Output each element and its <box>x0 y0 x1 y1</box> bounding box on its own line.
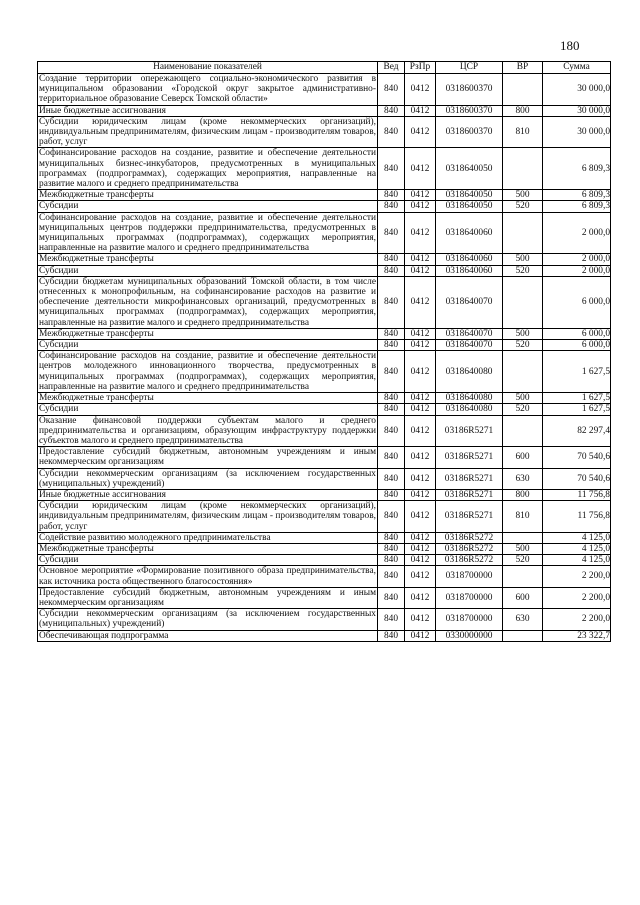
table-row <box>38 74 611 106</box>
row-vr-cell <box>503 532 543 543</box>
row-ved-cell: 840 <box>378 630 405 641</box>
row-ved-cell: 840 <box>378 555 405 566</box>
budget-table <box>37 61 611 642</box>
row-ved-cell: 840 <box>378 587 405 608</box>
row-name-cell: Межбюджетные трансферты <box>38 393 378 404</box>
row-ved-cell: 840 <box>378 566 405 587</box>
row-sum-cell: 6 000,0 <box>543 328 611 339</box>
row-rzpr-cell: 0412 <box>405 447 436 468</box>
row-vr-cell: 500 <box>503 190 543 201</box>
row-sum-cell: 1 627,5 <box>543 404 611 415</box>
row-vr-cell: 810 <box>503 116 543 148</box>
table-row <box>38 415 611 447</box>
row-vr-cell: 520 <box>503 201 543 212</box>
row-vr-cell <box>503 415 543 447</box>
row-csr-cell: 0318640060 <box>436 265 503 276</box>
row-rzpr-cell: 0412 <box>405 351 436 393</box>
row-sum-cell: 1 627,5 <box>543 351 611 393</box>
row-name-cell: Межбюджетные трансферты <box>38 254 378 265</box>
row-rzpr-cell: 0412 <box>405 265 436 276</box>
row-vr-cell <box>503 351 543 393</box>
row-sum-cell: 30 000,0 <box>543 74 611 106</box>
row-rzpr-cell: 0412 <box>405 415 436 447</box>
row-csr-cell: 0318640060 <box>436 254 503 265</box>
table-row <box>38 404 611 415</box>
table-row <box>38 543 611 554</box>
row-name-cell: Иные бюджетные ассигнования <box>38 489 378 500</box>
row-vr-cell: 810 <box>503 501 543 533</box>
row-sum-cell: 30 000,0 <box>543 116 611 148</box>
table-row <box>38 212 611 254</box>
row-vr-cell <box>503 276 543 328</box>
row-rzpr-cell: 0412 <box>405 254 436 265</box>
row-name-cell: Субсидии <box>38 404 378 415</box>
row-ved-cell: 840 <box>378 415 405 447</box>
row-name-cell: Содействие развитию молодежного предпринимательства <box>38 532 378 543</box>
row-vr-cell: 500 <box>503 543 543 554</box>
row-ved-cell: 840 <box>378 105 405 116</box>
row-csr-cell: 03186R5272 <box>436 543 503 554</box>
row-rzpr-cell: 0412 <box>405 489 436 500</box>
row-sum-cell: 6 000,0 <box>543 276 611 328</box>
row-sum-cell: 2 200,0 <box>543 609 611 630</box>
row-name-cell: Иные бюджетные ассигнования <box>38 105 378 116</box>
table-row <box>38 328 611 339</box>
table-row <box>38 609 611 630</box>
row-ved-cell: 840 <box>378 190 405 201</box>
row-sum-cell: 11 756,8 <box>543 501 611 533</box>
row-rzpr-cell: 0412 <box>405 587 436 608</box>
row-csr-cell: 03186R5271 <box>436 489 503 500</box>
row-name-cell: Субсидии некоммерческим организациям (за исключением государственных (муниципальных) учреждений) <box>39 468 376 489</box>
table-row <box>38 201 611 212</box>
row-ved-cell: 840 <box>378 201 405 212</box>
table-row <box>38 351 611 393</box>
row-sum-cell: 23 322,7 <box>543 630 611 641</box>
row-ved-cell: 840 <box>378 468 405 489</box>
row-sum-cell: 82 297,4 <box>543 415 611 447</box>
table-row <box>38 254 611 265</box>
row-rzpr-cell: 0412 <box>405 105 436 116</box>
row-vr-cell <box>503 148 543 190</box>
row-name-cell: Предоставление субсидий бюджетным, автономным учреждениям и иным некоммерческим организациям <box>39 447 376 468</box>
row-sum-cell: 2 000,0 <box>543 212 611 254</box>
row-name-cell: Межбюджетные трансферты <box>38 328 378 339</box>
row-ved-cell: 840 <box>378 74 405 106</box>
row-sum-cell: 70 540,6 <box>543 468 611 489</box>
row-ved-cell: 840 <box>378 532 405 543</box>
header-name: Наименование показателей <box>38 62 378 74</box>
row-rzpr-cell: 0412 <box>405 404 436 415</box>
row-csr-cell: 0318600370 <box>436 116 503 148</box>
row-name-cell: Предоставление субсидий бюджетным, автономным учреждениям и иным некоммерческим организациям <box>39 587 376 608</box>
row-rzpr-cell: 0412 <box>405 328 436 339</box>
row-rzpr-cell: 0412 <box>405 630 436 641</box>
row-csr-cell: 0318640080 <box>436 393 503 404</box>
row-csr-cell: 0318640080 <box>436 404 503 415</box>
row-name-cell: Субсидии <box>38 555 378 566</box>
header-vr: ВР <box>503 62 543 74</box>
row-ved-cell: 840 <box>378 212 405 254</box>
row-csr-cell: 0318600370 <box>436 74 503 106</box>
row-name-cell: Софинансирование расходов на создание, развитие и обеспечение деятельности муниципальных бизнес-инкубаторов, предусмотренных в муниципальных программах (подпрограммах), содержащих мероприятия, направленные на развитие малого и среднего предпринимательства <box>39 148 376 190</box>
table-row <box>38 447 611 468</box>
table-row <box>38 566 611 587</box>
row-sum-cell: 2 000,0 <box>543 265 611 276</box>
row-rzpr-cell: 0412 <box>405 340 436 351</box>
table-row <box>38 393 611 404</box>
row-sum-cell: 2 200,0 <box>543 587 611 608</box>
row-csr-cell: 0318640070 <box>436 328 503 339</box>
table-row <box>38 105 611 116</box>
row-sum-cell: 4 125,0 <box>543 543 611 554</box>
row-vr-cell: 520 <box>503 404 543 415</box>
row-ved-cell: 840 <box>378 447 405 468</box>
row-csr-cell: 03186R5271 <box>436 468 503 489</box>
header-sum: Сумма <box>543 62 611 74</box>
row-sum-cell: 6 809,3 <box>543 148 611 190</box>
page-number: 180 <box>560 38 580 53</box>
row-ved-cell: 840 <box>378 254 405 265</box>
row-vr-cell: 630 <box>503 609 543 630</box>
table-row <box>38 555 611 566</box>
row-rzpr-cell: 0412 <box>405 276 436 328</box>
header-csr: ЦСР <box>436 62 503 74</box>
row-ved-cell: 840 <box>378 501 405 533</box>
row-csr-cell: 0318640080 <box>436 351 503 393</box>
row-csr-cell: 03186R5272 <box>436 532 503 543</box>
row-name-cell: Субсидии <box>38 340 378 351</box>
row-csr-cell: 03186R5271 <box>436 447 503 468</box>
row-csr-cell: 0318640070 <box>436 276 503 328</box>
table-row <box>38 276 611 328</box>
row-rzpr-cell: 0412 <box>405 543 436 554</box>
table-row <box>38 265 611 276</box>
row-csr-cell: 0318600370 <box>436 105 503 116</box>
table-row <box>38 630 611 641</box>
row-csr-cell: 0318640050 <box>436 201 503 212</box>
row-ved-cell: 840 <box>378 543 405 554</box>
row-rzpr-cell: 0412 <box>405 566 436 587</box>
table-row <box>38 532 611 543</box>
row-csr-cell: 03186R5271 <box>436 501 503 533</box>
table-row <box>38 489 611 500</box>
row-rzpr-cell: 0412 <box>405 501 436 533</box>
row-rzpr-cell: 0412 <box>405 190 436 201</box>
row-ved-cell: 840 <box>378 393 405 404</box>
row-csr-cell: 0318700000 <box>436 566 503 587</box>
row-rzpr-cell: 0412 <box>405 468 436 489</box>
row-vr-cell: 520 <box>503 265 543 276</box>
row-vr-cell: 520 <box>503 555 543 566</box>
row-name-cell: Субсидии некоммерческим организациям (за исключением государственных (муниципальных) учреждений) <box>39 609 376 630</box>
row-vr-cell <box>503 212 543 254</box>
row-rzpr-cell: 0412 <box>405 74 436 106</box>
row-sum-cell: 6 809,3 <box>543 190 611 201</box>
row-name-cell: Субсидии <box>38 265 378 276</box>
row-vr-cell: 800 <box>503 489 543 500</box>
row-sum-cell: 6 000,0 <box>543 340 611 351</box>
row-sum-cell: 70 540,6 <box>543 447 611 468</box>
row-ved-cell: 840 <box>378 116 405 148</box>
row-rzpr-cell: 0412 <box>405 148 436 190</box>
row-name-cell: Субсидии <box>38 201 378 212</box>
row-sum-cell: 4 125,0 <box>543 555 611 566</box>
row-name-cell: Основное мероприятие «Формирование позитивного образа предпринимательства, как источника роста общественного благосостояния» <box>39 566 376 587</box>
row-sum-cell: 6 809,3 <box>543 201 611 212</box>
row-ved-cell: 840 <box>378 328 405 339</box>
row-csr-cell: 0318700000 <box>436 609 503 630</box>
row-csr-cell: 0318640070 <box>436 340 503 351</box>
table-row <box>38 190 611 201</box>
row-name-cell: Обеспечивающая подпрограмма <box>38 630 378 641</box>
row-vr-cell: 600 <box>503 587 543 608</box>
row-vr-cell: 520 <box>503 340 543 351</box>
row-vr-cell: 500 <box>503 254 543 265</box>
row-ved-cell: 840 <box>378 148 405 190</box>
row-name-cell: Софинансирование расходов на создание, развитие и обеспечение деятельности муниципальных центров поддержки предпринимательства, предусмотренных в муниципальных программах (подпрограммах), содержащих мероприятия, направленные на развитие малого и среднего предпринимательства <box>39 212 376 254</box>
row-vr-cell: 630 <box>503 468 543 489</box>
row-name-cell: Межбюджетные трансферты <box>38 543 378 554</box>
row-ved-cell: 840 <box>378 404 405 415</box>
header-rzpr: РзПр <box>405 62 436 74</box>
row-sum-cell: 1 627,5 <box>543 393 611 404</box>
header-ved: Вед <box>378 62 405 74</box>
row-rzpr-cell: 0412 <box>405 532 436 543</box>
row-ved-cell: 840 <box>378 265 405 276</box>
table-row <box>38 468 611 489</box>
row-vr-cell: 800 <box>503 105 543 116</box>
row-csr-cell: 03186R5271 <box>436 415 503 447</box>
row-csr-cell: 0318640050 <box>436 148 503 190</box>
row-vr-cell: 600 <box>503 447 543 468</box>
row-sum-cell: 30 000,0 <box>543 105 611 116</box>
row-rzpr-cell: 0412 <box>405 212 436 254</box>
row-ved-cell: 840 <box>378 609 405 630</box>
row-csr-cell: 0318640060 <box>436 212 503 254</box>
row-sum-cell: 2 000,0 <box>543 254 611 265</box>
row-name-cell: Создание территории опережающего социально-экономического развития в муниципальном образовании «Городской округ закрытое административно-территориальное образование Северск Томской области» <box>39 74 376 105</box>
row-vr-cell: 500 <box>503 393 543 404</box>
row-sum-cell: 4 125,0 <box>543 532 611 543</box>
table-header-row <box>38 62 611 74</box>
row-csr-cell: 03186R5272 <box>436 555 503 566</box>
row-name-cell: Субсидии бюджетам муниципальных образований Томской области, в том числе отнесенных к монопрофильным, на софинансирование расходов на развитие и обеспечение деятельности микрофинансовых организаций, предусмотренных в муниципальных программах (подпрограммах), содержащих мероприятия, направленные на развитие малого и среднего предпринимательства <box>39 276 376 328</box>
row-rzpr-cell: 0412 <box>405 393 436 404</box>
row-csr-cell: 0330000000 <box>436 630 503 641</box>
row-ved-cell: 840 <box>378 489 405 500</box>
row-ved-cell: 840 <box>378 276 405 328</box>
row-ved-cell: 840 <box>378 351 405 393</box>
table-body <box>38 74 611 642</box>
row-name-cell: Субсидии юридическим лицам (кроме некоммерческих организаций), индивидуальным предпринимателям, физическим лицам - производителям товаров, работ, услуг <box>39 116 376 148</box>
row-name-cell: Межбюджетные трансферты <box>38 190 378 201</box>
row-sum-cell: 2 200,0 <box>543 566 611 587</box>
row-rzpr-cell: 0412 <box>405 201 436 212</box>
table-row <box>38 587 611 608</box>
row-csr-cell: 0318640050 <box>436 190 503 201</box>
row-vr-cell <box>503 74 543 106</box>
table-row <box>38 116 611 148</box>
table-row <box>38 501 611 533</box>
row-name-cell: Субсидии юридическим лицам (кроме некоммерческих организаций), индивидуальным предпринимателям, физическим лицам - производителям товаров, работ, услуг <box>39 501 376 532</box>
row-csr-cell: 0318700000 <box>436 587 503 608</box>
row-rzpr-cell: 0412 <box>405 116 436 148</box>
row-rzpr-cell: 0412 <box>405 555 436 566</box>
row-sum-cell: 11 756,8 <box>543 489 611 500</box>
table-row <box>38 148 611 190</box>
row-name-cell: Оказание финансовой поддержки субъектам малого и среднего предпринимательства и организациям, образующим инфраструктуру поддержки субъектов малого и среднего предпринимательства <box>39 415 376 446</box>
row-vr-cell <box>503 566 543 587</box>
row-rzpr-cell: 0412 <box>405 609 436 630</box>
row-vr-cell: 500 <box>503 328 543 339</box>
row-name-cell: Софинансирование расходов на создание, развитие и обеспечение деятельности центров молодежного инновационного творчества, предусмотренных в муниципальных программах (подпрограммах), содержащих мероприятия, направленные на развитие малого и среднего предпринимательства <box>39 351 376 392</box>
table-row <box>38 340 611 351</box>
row-ved-cell: 840 <box>378 340 405 351</box>
row-vr-cell <box>503 630 543 641</box>
